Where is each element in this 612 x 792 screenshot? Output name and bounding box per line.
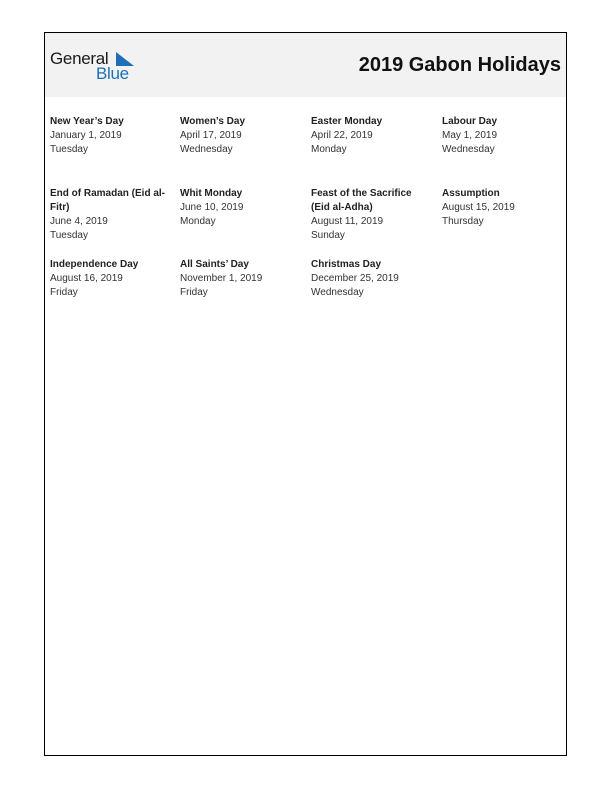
holiday-weekday: Wednesday: [311, 287, 364, 298]
page-header: [45, 33, 566, 97]
page-title: 2019 Gabon Holidays: [358, 54, 561, 76]
holiday-date: January 1, 2019: [50, 130, 122, 141]
holiday-item: [180, 258, 300, 300]
holiday-name: Labour Day: [442, 116, 498, 127]
holiday-item: [180, 115, 300, 157]
holiday-name: Whit Monday: [180, 188, 243, 199]
holiday-item: [442, 115, 562, 157]
holiday-weekday: Monday: [180, 216, 216, 227]
calendar-page: [44, 32, 567, 756]
holiday-date: April 22, 2019: [311, 130, 373, 141]
holiday-weekday: Monday: [311, 144, 347, 155]
holiday-item: [442, 187, 562, 229]
holiday-date: June 4, 2019: [50, 216, 108, 227]
holiday-weekday: Tuesday: [50, 144, 88, 155]
holiday-date: April 17, 2019: [180, 130, 242, 141]
holiday-weekday: Sunday: [311, 230, 345, 241]
holiday-item: [311, 258, 431, 300]
holiday-weekday: Friday: [180, 287, 208, 298]
holiday-date: December 25, 2019: [311, 273, 399, 284]
holiday-name: Assumption: [442, 188, 500, 199]
holiday-item: [311, 187, 431, 243]
holiday-weekday: Wednesday: [442, 144, 495, 155]
holiday-name: Feast of the Sacrifice (Eid al-Adha): [311, 188, 412, 213]
holiday-date: May 1, 2019: [442, 130, 498, 141]
holiday-date: November 1, 2019: [180, 273, 263, 284]
logo-word-blue: Blue: [96, 64, 129, 83]
holiday-name: Easter Monday: [311, 116, 383, 127]
generalblue-logo: [50, 49, 150, 83]
holiday-item: [311, 115, 431, 157]
holiday-weekday: Friday: [50, 287, 78, 298]
holiday-name: New Year’s Day: [50, 116, 124, 127]
holiday-date: June 10, 2019: [180, 202, 244, 213]
holiday-item: [50, 258, 170, 300]
holiday-weekday: Tuesday: [50, 230, 88, 241]
holiday-name: Women’s Day: [180, 116, 246, 127]
holiday-name: Independence Day: [50, 259, 139, 270]
holiday-date: August 16, 2019: [50, 273, 123, 284]
holiday-weekday: Wednesday: [180, 144, 233, 155]
holiday-item: [50, 187, 170, 243]
logo-word-general: General: [50, 49, 109, 68]
holiday-name: All Saints’ Day: [180, 259, 249, 270]
holiday-item: [50, 115, 170, 157]
holiday-name: Christmas Day: [311, 259, 382, 270]
holiday-name: End of Ramadan (Eid al-Fitr): [50, 188, 166, 213]
holiday-date: August 11, 2019: [311, 216, 384, 227]
holiday-weekday: Thursday: [442, 216, 484, 227]
holiday-item: [180, 187, 300, 229]
holiday-date: August 15, 2019: [442, 202, 515, 213]
